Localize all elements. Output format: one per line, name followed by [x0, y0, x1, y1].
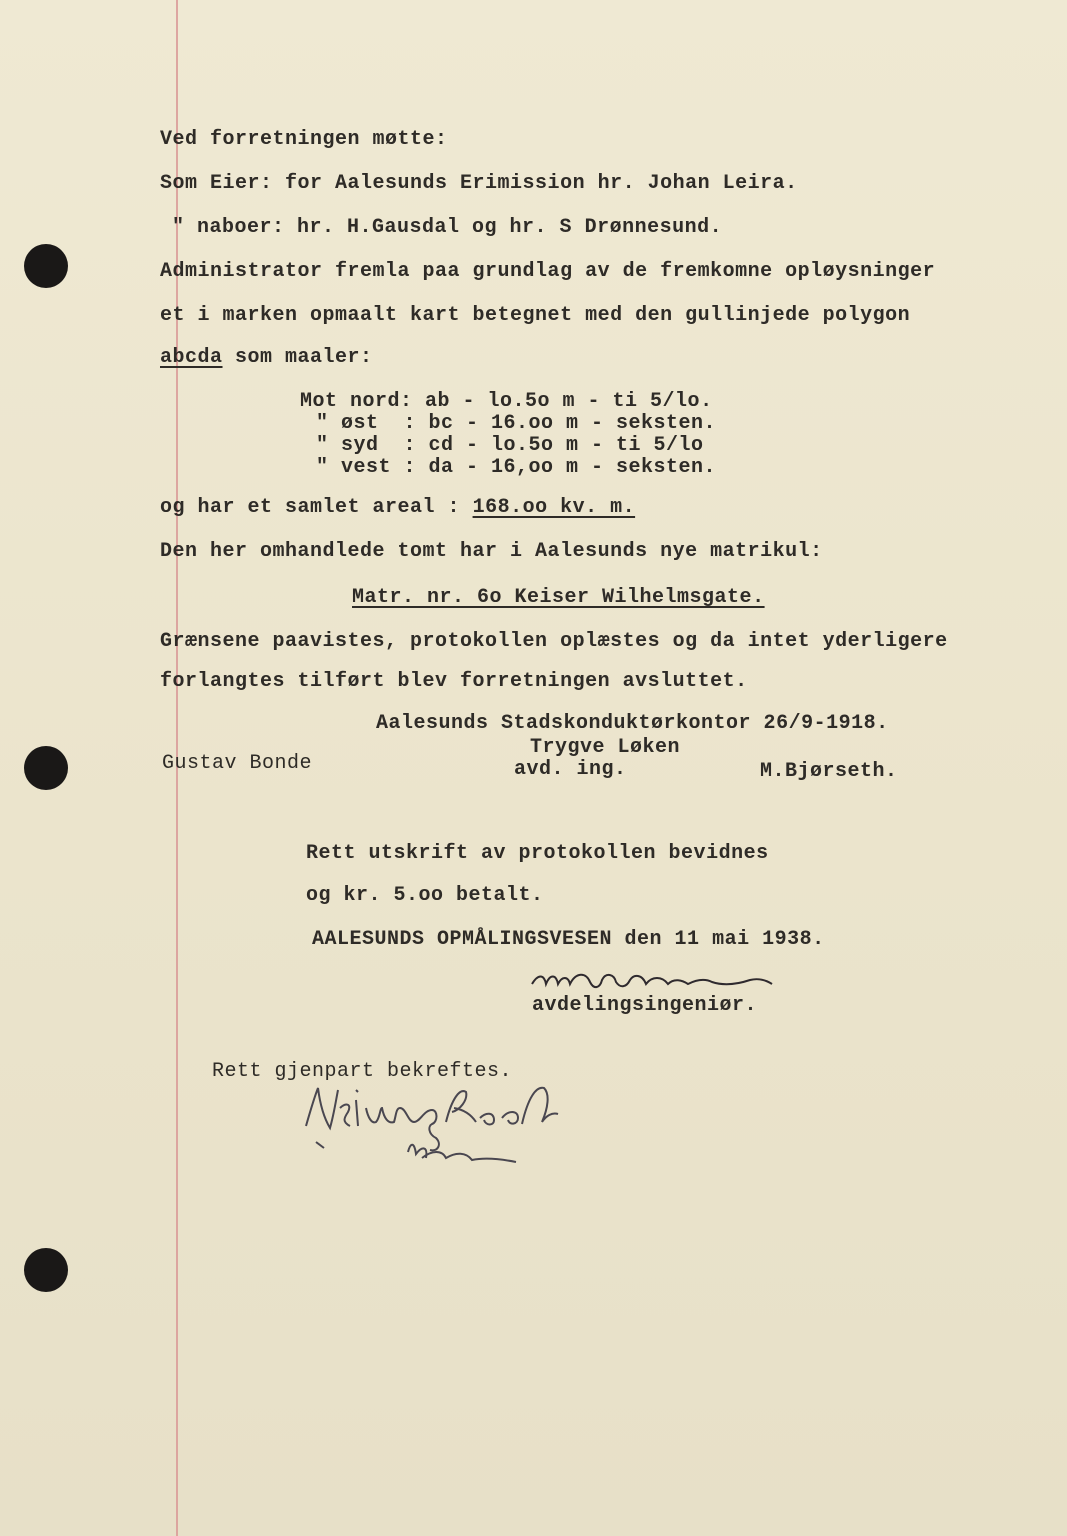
certification-line: Rett utskrift av protokollen bevidnes — [306, 842, 769, 865]
handwritten-signature — [296, 1078, 586, 1178]
signatory-name: M.Bjørseth. — [760, 760, 898, 783]
punch-hole — [24, 1248, 68, 1292]
text-line: Ved forretningen møtte: — [160, 128, 448, 151]
polygon-label: abcda — [160, 346, 223, 369]
punch-hole — [24, 746, 68, 790]
signatory-name: Gustav Bonde — [162, 752, 313, 775]
certification-line: og kr. 5.oo betalt. — [306, 884, 544, 907]
office-date-line: Aalesunds Stadskonduktørkontor 26/9-1918. — [376, 712, 889, 735]
text-line: et i marken opmaalt kart betegnet med den gullinjede polygon — [160, 304, 911, 327]
text-fragment: og har et samlet areal : — [160, 496, 473, 519]
measure-line: Mot nord: ab - lo.5o m - ti 5/lo. — [300, 390, 713, 413]
text-line: " naboer: hr. H.Gausdal og hr. S Drønnesund. — [172, 216, 723, 239]
text-line: Som Eier: for Aalesunds Erimission hr. Johan Leira. — [160, 172, 798, 195]
measure-line: " syd : cd - lo.5o m - ti 5/lo — [316, 434, 704, 457]
signatory-title: avdelingsingeniør. — [532, 994, 758, 1017]
text-line: forlangtes tilført blev forretningen avsluttet. — [160, 670, 748, 693]
text-line — [160, 346, 373, 370]
signatory-title: avd. ing. — [514, 758, 627, 781]
signatory-name: Trygve Løken — [530, 736, 681, 759]
confirmation-line: Rett gjenpart bekreftes. — [212, 1060, 513, 1083]
punch-hole — [24, 244, 68, 288]
matrikkel-line: Matr. nr. 6o Keiser Wilhelmsgate. — [352, 586, 765, 609]
measure-line: " vest : da - 16,oo m - seksten. — [316, 456, 717, 479]
certification-line: AALESUNDS OPMÅLINGSVESEN den 11 mai 1938. — [312, 928, 825, 951]
text-fragment: som maaler: — [222, 346, 373, 369]
text-line: Den her omhandlede tomt har i Aalesunds nye matrikul: — [160, 540, 823, 563]
measure-line: " øst : bc - 16.oo m - seksten. — [316, 412, 717, 435]
text-line — [160, 496, 635, 520]
handwritten-signature — [528, 962, 788, 998]
text-line: Grænsene paavistes, protokollen oplæstes og da intet yderligere — [160, 630, 948, 653]
text-line: Administrator fremla paa grundlag av de fremkomne opløysninger — [160, 260, 936, 283]
area-value: 168.oo kv. m. — [472, 496, 636, 519]
